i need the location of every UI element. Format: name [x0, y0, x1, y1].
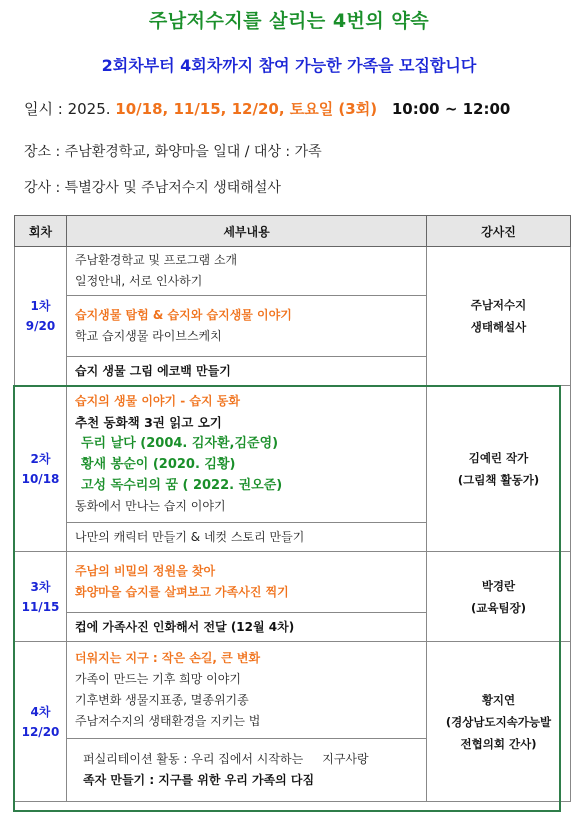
instructor-line: 박경란: [481, 578, 516, 593]
content-cell: [67, 357, 427, 386]
round-cell: [15, 642, 67, 802]
content-line: 가족이 만드는 기후 희망 이야기: [75, 672, 241, 686]
round-number: 4차: [30, 704, 51, 719]
content-line: 주남의 비밀의 정원을 찾아: [75, 564, 216, 578]
date-highlight: 10/18, 11/15, 12/20, 토요일 (3회): [115, 100, 378, 118]
content-line: 주남환경학교 및 프로그램 소개: [75, 253, 238, 267]
content-line: 습지생물 탐험 & 습지와 습지생물 이야기: [75, 308, 292, 322]
round-date: 9/20: [25, 319, 56, 333]
table-row: [15, 386, 571, 523]
content-line: 퍼실리테이션 활동 : 우리 집에서 시작하는 지구사랑: [83, 752, 369, 766]
table-header-row: [15, 216, 571, 247]
header-content: 세부내용: [67, 216, 427, 247]
instructor-line: (교육팀장): [471, 600, 526, 615]
round-date: 12/20: [21, 724, 60, 739]
schedule-date-line: [24, 98, 510, 119]
round-cell: [15, 552, 67, 642]
instructor-cell: [427, 247, 571, 386]
instructor-line: (그림책 활동가): [457, 472, 540, 487]
content-cell: [67, 247, 427, 296]
content-line: 추천 동화책 3권 읽고 오기: [75, 415, 222, 430]
round-date: 11/15: [21, 599, 60, 614]
round-date: 10/18: [21, 471, 60, 486]
time-range: 10:00 ~ 12:00: [391, 100, 511, 118]
content-line: 주남저수지의 생태환경을 지키는 법: [75, 714, 261, 728]
round-number: 3차: [30, 579, 51, 594]
content-line: 습지 생물 그림 에코백 만들기: [75, 363, 231, 378]
instructor-cell: [427, 386, 571, 552]
teacher-line: 강사 : 특별강사 및 주남저수지 생태해설사: [24, 180, 281, 196]
book-line: 두리 날다 (2004. 김자환,김준영): [81, 436, 279, 451]
page-subtitle: 2회차부터 4회차까지 참여 가능한 가족을 모집합니다: [101, 56, 477, 75]
content-line: 컵에 가족사진 인화해서 전달 (12월 4차): [75, 619, 295, 634]
date-label: 일시 : 2025.: [24, 100, 111, 118]
content-cell: [67, 386, 427, 523]
content-line: 나만의 캐릭터 만들기 & 네컷 스토리 만들기: [75, 529, 305, 544]
content-cell: [67, 523, 427, 552]
table-row: [15, 642, 571, 739]
content-line: 기후변화 생물지표종, 멸종위기종: [75, 693, 249, 707]
page-title: 주남저수지를 살리는 4번의 약속: [148, 10, 430, 32]
content-line: 학교 습지생물 라이브스케치: [75, 329, 222, 343]
table-row: [15, 552, 571, 613]
content-line: 습지의 생물 이야기 - 습지 동화: [75, 394, 240, 408]
content-cell: [67, 642, 427, 739]
instructor-line: 전협의회 간사): [460, 736, 537, 751]
instructor-line: 김예린 작가: [468, 450, 529, 465]
content-cell: [67, 739, 427, 802]
content-line: 족자 만들기 : 지구를 위한 우리 가족의 다짐: [83, 773, 315, 787]
round-number: 1차: [30, 299, 51, 313]
content-line: 더워지는 지구 : 작은 손길, 큰 변화: [75, 651, 261, 665]
instructor-line: 생태해설사: [470, 320, 527, 334]
round-number: 2차: [30, 451, 51, 466]
instructor-line: 황지연: [481, 692, 516, 707]
content-cell: [67, 296, 427, 357]
content-cell: [67, 552, 427, 613]
round-cell: [15, 386, 67, 552]
content-cell: [67, 613, 427, 642]
round-cell: [15, 247, 67, 386]
instructor-line: 주남저수지: [470, 298, 527, 312]
book-line: 고성 독수리의 꿈 ( 2022. 권오준): [81, 478, 283, 493]
instructor-cell: [427, 642, 571, 802]
table-row: [15, 247, 571, 296]
content-line: 동화에서 만나는 습지 이야기: [75, 499, 226, 513]
content-line: 일정안내, 서로 인사하기: [75, 274, 203, 288]
book-line: 황새 봉순이 (2020. 김황): [81, 457, 236, 472]
place-target-line: 장소 : 주남환경학교, 화양마을 일대 / 대상 : 가족: [24, 144, 322, 160]
header-round: 회차: [15, 216, 67, 247]
header-instructor: 강사진: [427, 216, 571, 247]
content-line: 화양마을 습지를 살펴보고 가족사진 찍기: [75, 585, 289, 599]
schedule-table: [14, 215, 571, 802]
instructor-cell: [427, 552, 571, 642]
instructor-line: (경상남도지속가능발: [445, 714, 552, 729]
